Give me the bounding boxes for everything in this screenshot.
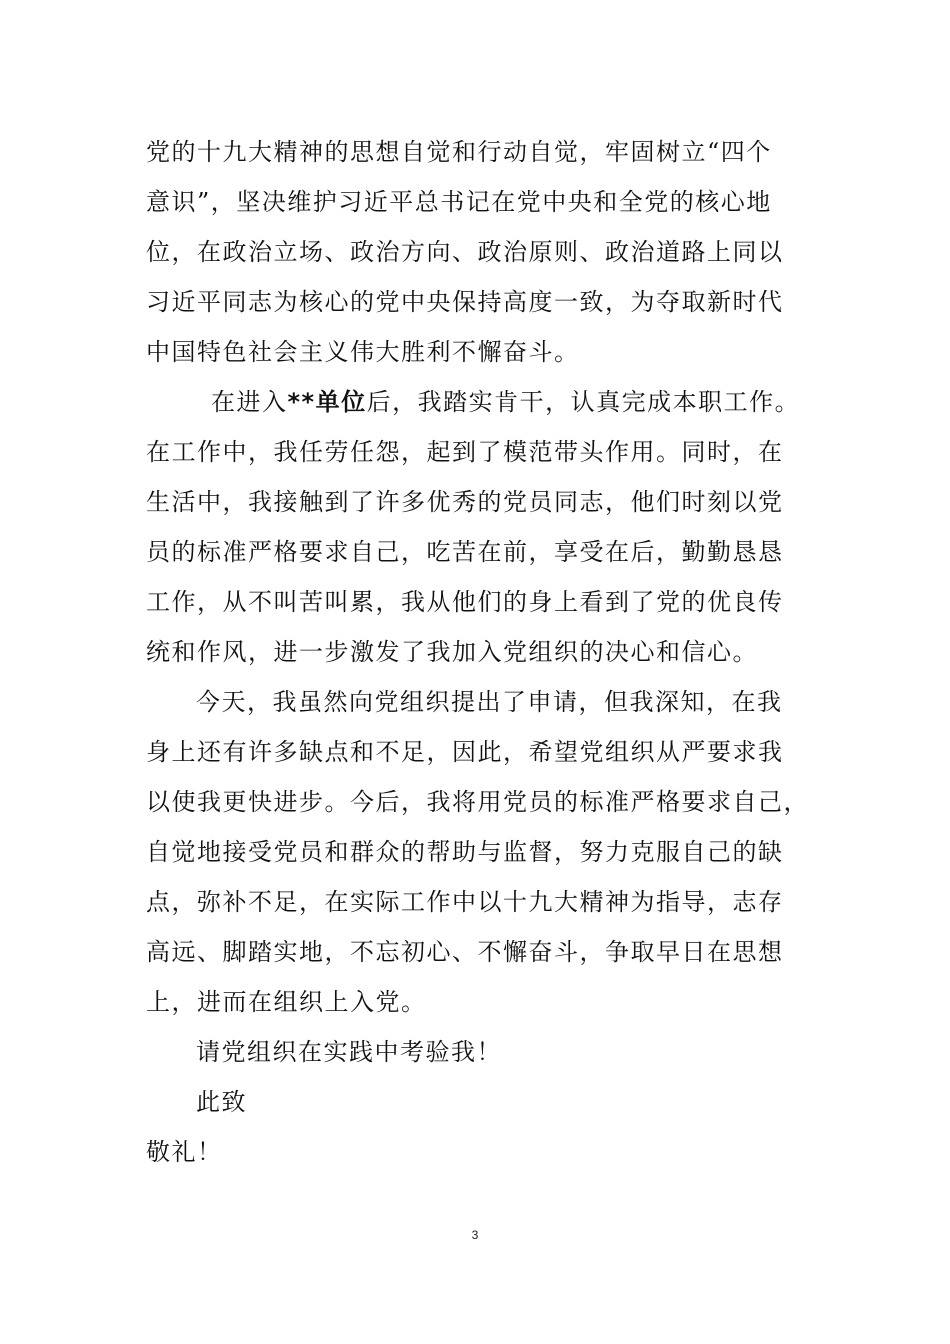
- paragraph-3-line-6: 高远、脚踏实地，不忘初心、不懈奋斗，争取早日在思想: [146, 938, 784, 966]
- page-number: 3: [471, 1228, 479, 1242]
- paragraph-2-suffix: 后，我踏实肯干，认真完成本职工作。: [366, 388, 801, 416]
- closing-salutation: 此致: [196, 1088, 247, 1116]
- closing-regards: 敬礼！: [146, 1138, 223, 1166]
- paragraph-2-line-5: 工作，从不叫苦叫累，我从他们的身上看到了党的优良传: [146, 588, 784, 616]
- paragraph-3-line-2: 身上还有许多缺点和不足，因此，希望党组织从严要求我: [146, 738, 784, 766]
- paragraph-2-line-2: 在工作中，我任劳任怨，起到了模范带头作用。同时，在: [146, 438, 784, 466]
- paragraph-2-line-1: [211, 387, 891, 417]
- paragraph-1-line-1: 党的十九大精神的思想自觉和行动自觉，牢固树立“四个: [146, 138, 772, 166]
- paragraph-3-line-3: 以使我更快进步。今后，我将用党员的标准严格要求自己，: [146, 788, 809, 816]
- paragraph-2-line-3: 生活中，我接触到了许多优秀的党员同志，他们时刻以党: [146, 488, 784, 516]
- paragraph-2-line-6: 统和作风，进一步激发了我加入党组织的决心和信心。: [146, 638, 758, 666]
- paragraph-1-line-2: 意识”，坚决维护习近平总书记在党中央和全党的核心地: [146, 188, 772, 216]
- paragraph-2-bold-unit: **单位: [287, 388, 367, 416]
- paragraph-2-line-4: 员的标准严格要求自己，吃苦在前，享受在后，勤勤恳恳: [146, 538, 784, 566]
- paragraph-1-line-3: 位，在政治立场、政治方向、政治原则、政治道路上同以: [146, 238, 784, 266]
- paragraph-3-line-4: 自觉地接受党员和群众的帮助与监督，努力克服自己的缺: [146, 838, 784, 866]
- paragraph-3-line-5: 点，弥补不足，在实际工作中以十九大精神为指导，志存: [146, 888, 784, 916]
- paragraph-3-line-1: 今天，我虽然向党组织提出了申请，但我深知，在我: [196, 688, 783, 716]
- paragraph-2-prefix: 在进入: [211, 388, 288, 416]
- paragraph-1-line-4: 习近平同志为核心的党中央保持高度一致，为夺取新时代: [146, 288, 784, 316]
- paragraph-3-line-7: 上，进而在组织上入党。: [146, 988, 427, 1016]
- closing-request: 请党组织在实践中考验我！: [196, 1038, 502, 1066]
- paragraph-1-line-5: 中国特色社会主义伟大胜利不懈奋斗。: [146, 338, 580, 366]
